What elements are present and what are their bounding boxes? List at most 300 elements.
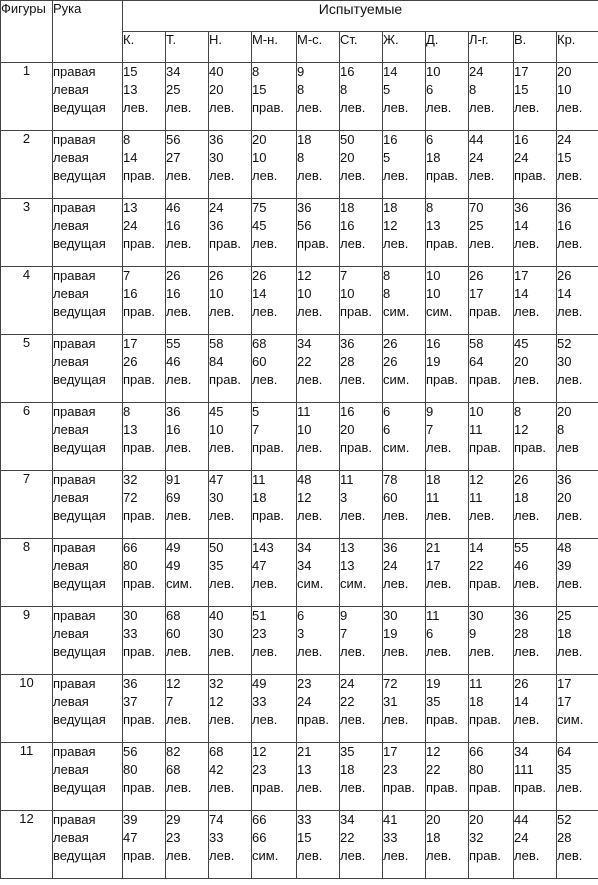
leading-hand-value: лев.	[340, 644, 366, 659]
leading-hand-value: лев.	[166, 168, 192, 183]
figures-header: Фигуры	[1, 1, 53, 63]
value-cell	[340, 811, 383, 879]
left-hand-value: 13	[340, 558, 355, 573]
right-hand-value: 9	[297, 64, 305, 79]
right-hand-value: 34	[297, 540, 312, 555]
left-hand-value: 16	[166, 218, 181, 233]
right-hand-value: 6	[297, 608, 305, 623]
value-cell	[557, 743, 598, 811]
leading-hand-value: лев.	[469, 236, 495, 251]
right-hand-value: 49	[166, 540, 181, 555]
right-hand-value: 36	[123, 676, 138, 691]
table-row	[1, 607, 598, 675]
leading-hand-value: лев.	[514, 644, 540, 659]
left-hand-value: 6	[383, 422, 391, 437]
table-row	[1, 811, 598, 879]
left-hand-value: 30	[209, 490, 224, 505]
right-hand-value: 41	[383, 812, 398, 827]
right-hand-value: 36	[340, 336, 355, 351]
hand-label: ведущая	[53, 712, 106, 727]
left-hand-value: 60	[166, 626, 181, 641]
left-hand-value: 7	[340, 626, 348, 641]
right-hand-value: 48	[297, 472, 312, 487]
right-hand-value: 11	[297, 404, 311, 419]
leading-hand-value: лев.	[557, 236, 583, 251]
left-hand-value: 11	[469, 490, 483, 505]
value-cell	[340, 539, 383, 607]
left-hand-value: 28	[514, 626, 529, 641]
leading-hand-value: прав.	[426, 168, 459, 183]
right-hand-value: 16	[340, 64, 355, 79]
right-hand-value: 16	[426, 336, 441, 351]
hand-label: правая	[53, 812, 96, 827]
left-hand-value: 8	[469, 82, 477, 97]
left-hand-value: 12	[383, 218, 398, 233]
right-hand-value: 55	[514, 540, 529, 555]
right-hand-value: 18	[383, 200, 398, 215]
leading-hand-value: лев.	[297, 644, 323, 659]
value-cell	[166, 403, 209, 471]
hand-label: левая	[53, 830, 89, 845]
left-hand-value: 10	[426, 286, 441, 301]
right-hand-value: 35	[340, 744, 355, 759]
left-hand-value: 47	[252, 558, 267, 573]
left-hand-value: 10	[209, 286, 224, 301]
value-cell	[297, 335, 340, 403]
left-hand-value: 60	[252, 354, 267, 369]
value-cell	[514, 811, 557, 879]
left-hand-value: 24	[123, 218, 138, 233]
leading-hand-value: лев.	[514, 712, 540, 727]
value-cell	[166, 199, 209, 267]
leading-hand-value: лев.	[426, 848, 452, 863]
leading-hand-value: лев.	[166, 372, 192, 387]
value-cell	[209, 607, 252, 675]
leading-hand-value: прав.	[514, 440, 547, 455]
value-cell	[426, 539, 469, 607]
left-hand-value: 14	[514, 218, 529, 233]
hand-label: правая	[53, 744, 96, 759]
figure-number: 5	[1, 335, 53, 403]
leading-hand-value: прав.	[469, 576, 502, 591]
figure-number: 3	[1, 199, 53, 267]
hand-label: правая	[53, 268, 96, 283]
leading-hand-value: прав.	[123, 304, 156, 319]
right-hand-value: 8	[252, 64, 260, 79]
right-hand-value: 56	[166, 132, 181, 147]
left-hand-value: 17	[426, 558, 441, 573]
value-cell	[252, 539, 297, 607]
left-hand-value: 8	[383, 286, 391, 301]
value-cell	[297, 607, 340, 675]
subject-header: Ж.	[383, 32, 426, 63]
value-cell	[166, 335, 209, 403]
leading-hand-value: прав.	[123, 644, 156, 659]
table-row	[1, 471, 598, 539]
right-hand-value: 8	[426, 200, 434, 215]
value-cell	[469, 607, 514, 675]
value-cell	[123, 743, 166, 811]
right-hand-value: 14	[383, 64, 398, 79]
hand-labels	[53, 267, 123, 335]
leading-hand-value: лев.	[469, 644, 495, 659]
value-cell	[469, 267, 514, 335]
value-cell	[383, 811, 426, 879]
left-hand-value: 22	[340, 830, 355, 845]
leading-hand-value: прав.	[297, 712, 330, 727]
left-hand-value: 84	[209, 354, 224, 369]
value-cell	[514, 539, 557, 607]
value-cell	[340, 403, 383, 471]
hand-label: левая	[53, 694, 89, 709]
right-hand-value: 12	[252, 744, 267, 759]
hand-label: левая	[53, 150, 89, 165]
value-cell	[514, 199, 557, 267]
left-hand-value: 20	[340, 422, 355, 437]
leading-hand-value: лев.	[166, 644, 192, 659]
leading-hand-value: лев.	[252, 712, 278, 727]
hand-label: правая	[53, 540, 96, 555]
table-row	[1, 335, 598, 403]
subject-header: Кр.	[557, 32, 598, 63]
right-hand-value: 5	[252, 404, 260, 419]
right-hand-value: 8	[383, 268, 391, 283]
left-hand-value: 16	[166, 286, 181, 301]
value-cell	[252, 267, 297, 335]
value-cell	[426, 63, 469, 131]
right-hand-value: 11	[340, 472, 354, 487]
right-hand-value: 16	[383, 132, 398, 147]
value-cell	[297, 743, 340, 811]
leading-hand-value: лев.	[383, 848, 409, 863]
leading-hand-value: лев.	[252, 304, 278, 319]
value-cell	[426, 811, 469, 879]
left-hand-value: 27	[166, 150, 181, 165]
value-cell	[469, 471, 514, 539]
leading-hand-value: лев.	[514, 100, 540, 115]
right-hand-value: 26	[514, 472, 529, 487]
left-hand-value: 23	[252, 762, 267, 777]
left-hand-value: 80	[123, 558, 138, 573]
hand-label: левая	[53, 558, 89, 573]
leading-hand-value: лев.	[469, 508, 495, 523]
value-cell	[469, 675, 514, 743]
right-hand-value: 50	[209, 540, 224, 555]
right-hand-value: 29	[166, 812, 181, 827]
leading-hand-value: лев.	[557, 780, 583, 795]
value-cell	[469, 131, 514, 199]
leading-hand-value: сим.	[297, 576, 324, 591]
value-cell	[123, 403, 166, 471]
right-hand-value: 9	[340, 608, 348, 623]
right-hand-value: 11	[252, 472, 266, 487]
table-body	[1, 63, 598, 879]
value-cell	[469, 811, 514, 879]
leading-hand-value: лев.	[383, 168, 409, 183]
leading-hand-value: лев.	[426, 508, 452, 523]
value-cell	[557, 811, 598, 879]
leading-hand-value: сим.	[166, 576, 193, 591]
value-cell	[209, 335, 252, 403]
right-hand-value: 12	[469, 472, 484, 487]
right-hand-value: 13	[340, 540, 355, 555]
value-cell	[209, 471, 252, 539]
hand-label: ведущая	[53, 440, 106, 455]
leading-hand-value: сим.	[383, 304, 410, 319]
value-cell	[340, 335, 383, 403]
value-cell	[166, 539, 209, 607]
subject-header: М-н.	[252, 32, 297, 63]
hand-labels	[53, 335, 123, 403]
right-hand-value: 36	[209, 132, 224, 147]
figure-number: 6	[1, 403, 53, 471]
right-hand-value: 30	[123, 608, 138, 623]
value-cell	[383, 199, 426, 267]
right-hand-value: 17	[383, 744, 398, 759]
right-hand-value: 26	[383, 336, 398, 351]
right-hand-value: 17	[557, 676, 572, 691]
left-hand-value: 46	[166, 354, 181, 369]
leading-hand-value: лев.	[557, 168, 583, 183]
subject-header: Д.	[426, 32, 469, 63]
hand-label: ведущая	[53, 780, 106, 795]
value-cell	[166, 131, 209, 199]
leading-hand-value: лев.	[209, 644, 235, 659]
left-hand-value: 20	[209, 82, 224, 97]
value-cell	[209, 675, 252, 743]
right-hand-value: 36	[166, 404, 181, 419]
subject-header: М-с.	[297, 32, 340, 63]
leading-hand-value: сим.	[252, 848, 279, 863]
leading-hand-value: лев.	[340, 236, 366, 251]
left-hand-value: 35	[557, 762, 572, 777]
leading-hand-value: сим.	[383, 372, 410, 387]
right-hand-value: 24	[557, 132, 572, 147]
value-cell	[383, 675, 426, 743]
right-hand-value: 8	[514, 404, 522, 419]
hand-labels	[53, 607, 123, 675]
left-hand-value: 25	[469, 218, 484, 233]
left-hand-value: 20	[514, 354, 529, 369]
leading-hand-value: лев.	[123, 100, 149, 115]
left-hand-value: 24	[297, 694, 312, 709]
left-hand-value: 8	[340, 82, 348, 97]
leading-hand-value: прав.	[340, 440, 373, 455]
value-cell	[123, 675, 166, 743]
left-hand-value: 20	[557, 490, 572, 505]
left-hand-value: 32	[469, 830, 484, 845]
leading-hand-value: лев.	[469, 168, 495, 183]
leading-hand-value: прав.	[469, 440, 502, 455]
leading-hand-value: лев.	[383, 712, 409, 727]
value-cell	[469, 63, 514, 131]
value-cell	[166, 675, 209, 743]
table-row	[1, 539, 598, 607]
hand-label: правая	[53, 132, 96, 147]
value-cell	[252, 403, 297, 471]
value-cell	[209, 199, 252, 267]
value-cell	[383, 63, 426, 131]
right-hand-value: 51	[252, 608, 267, 623]
left-hand-value: 24	[469, 150, 484, 165]
right-hand-value: 19	[426, 676, 441, 691]
leading-hand-value: лев.	[166, 100, 192, 115]
left-hand-value: 33	[252, 694, 267, 709]
leading-hand-value: прав.	[297, 236, 330, 251]
leading-hand-value: лев.	[209, 712, 235, 727]
leading-hand-value: лев.	[426, 100, 452, 115]
value-cell	[209, 811, 252, 879]
value-cell	[123, 811, 166, 879]
left-hand-value: 56	[297, 218, 312, 233]
left-hand-value: 31	[383, 694, 398, 709]
value-cell	[514, 743, 557, 811]
left-hand-value: 15	[252, 82, 267, 97]
left-hand-value: 10	[297, 422, 312, 437]
right-hand-value: 24	[340, 676, 355, 691]
leading-hand-value: прав.	[123, 508, 156, 523]
right-hand-value: 20	[557, 404, 572, 419]
leading-hand-value: прав.	[123, 440, 156, 455]
hand-label: левая	[53, 218, 89, 233]
figure-number: 7	[1, 471, 53, 539]
leading-hand-value: лев.	[209, 576, 235, 591]
value-cell	[514, 607, 557, 675]
right-hand-value: 56	[123, 744, 138, 759]
leading-hand-value: лев.	[383, 236, 409, 251]
right-hand-value: 18	[297, 132, 312, 147]
right-hand-value: 24	[209, 200, 224, 215]
left-hand-value: 30	[209, 626, 224, 641]
leading-hand-value: лев.	[557, 644, 583, 659]
leading-hand-value: лев.	[557, 372, 583, 387]
leading-hand-value: лев.	[252, 372, 278, 387]
leading-hand-value: лев.	[340, 168, 366, 183]
leading-hand-value: прав.	[426, 236, 459, 251]
value-cell	[166, 63, 209, 131]
leading-hand-value: прав.	[123, 236, 156, 251]
leading-hand-value: лев.	[209, 304, 235, 319]
value-cell	[557, 403, 598, 471]
left-hand-value: 16	[557, 218, 572, 233]
right-hand-value: 40	[209, 608, 224, 623]
right-hand-value: 9	[426, 404, 434, 419]
value-cell	[340, 471, 383, 539]
left-hand-value: 23	[166, 830, 181, 845]
left-hand-value: 25	[166, 82, 181, 97]
subjects-group-header: Испытуемые	[123, 1, 598, 32]
leading-hand-value: лев.	[514, 576, 540, 591]
value-cell	[166, 811, 209, 879]
hand-label: левая	[53, 422, 89, 437]
left-hand-value: 14	[514, 286, 529, 301]
hand-label: правая	[53, 404, 96, 419]
right-hand-value: 36	[557, 472, 572, 487]
leading-hand-value: лев.	[209, 780, 235, 795]
right-hand-value: 20	[557, 64, 572, 79]
figure-number: 8	[1, 539, 53, 607]
leading-hand-value: лев.	[209, 100, 235, 115]
left-hand-value: 80	[123, 762, 138, 777]
left-hand-value: 80	[469, 762, 484, 777]
hand-label: левая	[53, 286, 89, 301]
leading-hand-value: прав.	[123, 168, 156, 183]
left-hand-value: 18	[426, 830, 441, 845]
left-hand-value: 49	[166, 558, 181, 573]
value-cell	[209, 63, 252, 131]
leading-hand-value: лев.	[340, 100, 366, 115]
left-hand-value: 47	[123, 830, 138, 845]
left-hand-value: 14	[123, 150, 138, 165]
value-cell	[514, 403, 557, 471]
value-cell	[252, 131, 297, 199]
right-hand-value: 18	[426, 472, 441, 487]
value-cell	[297, 199, 340, 267]
left-hand-value: 24	[514, 830, 529, 845]
left-hand-value: 72	[123, 490, 138, 505]
value-cell	[514, 471, 557, 539]
hand-header: Рука	[53, 1, 123, 63]
value-cell	[426, 199, 469, 267]
left-hand-value: 10	[557, 82, 572, 97]
leading-hand-value: лев.	[383, 100, 409, 115]
left-hand-value: 3	[340, 490, 348, 505]
right-hand-value: 17	[514, 268, 529, 283]
right-hand-value: 15	[123, 64, 138, 79]
hand-label: правая	[53, 200, 96, 215]
leading-hand-value: лев.	[297, 848, 323, 863]
leading-hand-value: лев.	[514, 848, 540, 863]
left-hand-value: 23	[252, 626, 267, 641]
leading-hand-value: лев.	[557, 576, 583, 591]
hand-label: правая	[53, 472, 96, 487]
value-cell	[252, 63, 297, 131]
leading-hand-value: лев.	[514, 372, 540, 387]
subject-header: К.	[123, 32, 166, 63]
value-cell	[297, 267, 340, 335]
leading-hand-value: прав.	[252, 440, 285, 455]
leading-hand-value: прав.	[514, 780, 547, 795]
value-cell	[383, 539, 426, 607]
leading-hand-value: лев.	[252, 236, 278, 251]
leading-hand-value: лев.	[340, 508, 366, 523]
left-hand-value: 26	[383, 354, 398, 369]
leading-hand-value: прав.	[123, 576, 156, 591]
value-cell	[297, 63, 340, 131]
figure-number: 11	[1, 743, 53, 811]
right-hand-value: 14	[469, 540, 484, 555]
right-hand-value: 49	[252, 676, 267, 691]
left-hand-value: 68	[166, 762, 181, 777]
left-hand-value: 13	[297, 762, 312, 777]
leading-hand-value: лев.	[252, 644, 278, 659]
value-cell	[557, 471, 598, 539]
left-hand-value: 15	[297, 830, 312, 845]
subject-header: В.	[514, 32, 557, 63]
value-cell	[297, 403, 340, 471]
left-hand-value: 14	[514, 694, 529, 709]
value-cell	[514, 131, 557, 199]
value-cell	[383, 267, 426, 335]
left-hand-value: 3	[297, 626, 305, 641]
right-hand-value: 25	[557, 608, 572, 623]
left-hand-value: 69	[166, 490, 181, 505]
left-hand-value: 14	[557, 286, 572, 301]
left-hand-value: 26	[123, 354, 138, 369]
right-hand-value: 17	[514, 64, 529, 79]
leading-hand-value: лев.	[514, 236, 540, 251]
value-cell	[469, 403, 514, 471]
